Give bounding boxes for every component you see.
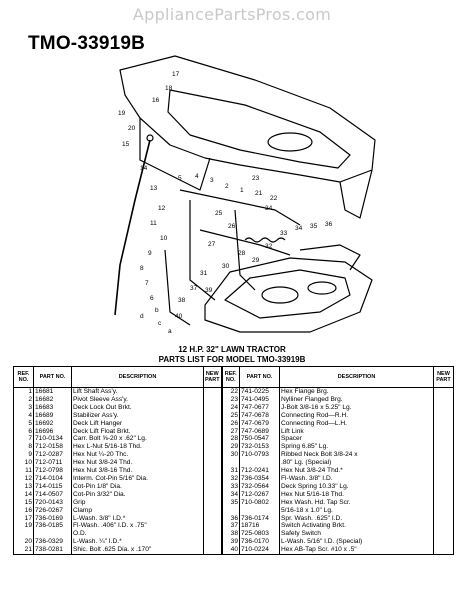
part-no-cell: 736-0174 bbox=[240, 515, 280, 523]
ref-no-cell: 32 bbox=[222, 475, 240, 483]
description-cell: Deck Lock Out Brkt. bbox=[72, 404, 204, 412]
part-no-cell: 714-0115 bbox=[34, 483, 72, 491]
new-part-cell bbox=[204, 507, 222, 515]
part-no-cell: 712-0267 bbox=[240, 491, 280, 499]
ref-no-cell: 3 bbox=[14, 404, 34, 412]
callout: 35 bbox=[310, 223, 318, 230]
description-cell: Ribbed Neck Bolt 3/8-24 x bbox=[280, 451, 434, 459]
new-part-cell bbox=[204, 443, 222, 451]
new-part-cell bbox=[434, 388, 454, 396]
ref-no-cell: 31 bbox=[222, 467, 240, 475]
description-cell: Hex L-Nut 5/16-18 Thd. bbox=[72, 443, 204, 451]
callout: 4 bbox=[195, 173, 199, 180]
description-cell: Interm. Cot-Pin 5/16" Dia. bbox=[72, 475, 204, 483]
new-part-cell bbox=[434, 538, 454, 546]
part-no-cell: 747-0678 bbox=[240, 412, 280, 420]
description-cell: Safety Switch bbox=[280, 530, 434, 538]
callout: 2 bbox=[225, 183, 229, 190]
callout: 15 bbox=[122, 141, 130, 148]
part-no-cell: 710-0224 bbox=[240, 546, 280, 554]
callout: c bbox=[158, 320, 162, 327]
description-cell: L-Wash. 5/16" I.D. (Special) bbox=[280, 538, 434, 546]
description-cell: J-Bolt 3/8-16 x 5.25" Lg. bbox=[280, 404, 434, 412]
col-ref-no: REF. NO. bbox=[14, 367, 34, 388]
ref-no-cell: 40 bbox=[222, 546, 240, 554]
part-no-cell bbox=[240, 459, 280, 467]
ref-no-cell: 2 bbox=[14, 396, 34, 404]
frame-outline bbox=[120, 56, 375, 182]
description-cell: Fl-Wash. 3/8" I.D. bbox=[280, 475, 434, 483]
part-no-cell: 16681 bbox=[34, 388, 72, 396]
ref-no-cell: 22 bbox=[222, 388, 240, 396]
frame-inner bbox=[168, 90, 350, 168]
new-part-cell bbox=[204, 451, 222, 459]
part-no-cell: 712-0241 bbox=[240, 467, 280, 475]
description-cell: L-Wash. ¼" I.D.* bbox=[72, 538, 204, 546]
part-no-cell: 750-0547 bbox=[240, 435, 280, 443]
part-no-cell: 720-0143 bbox=[34, 499, 72, 507]
callout: 29 bbox=[252, 257, 260, 264]
ref-no-cell: 38 bbox=[222, 530, 240, 538]
table-row bbox=[14, 499, 454, 507]
ref-no-cell: 8 bbox=[14, 443, 34, 451]
callout: 22 bbox=[270, 195, 278, 202]
diagram-caption: 12 H.P. 32" LAWN TRACTOR bbox=[178, 345, 286, 354]
ref-no-cell: 37 bbox=[222, 522, 240, 530]
table-row bbox=[14, 546, 454, 554]
new-part-cell bbox=[204, 428, 222, 436]
description-cell: Hex Nut ¼-20 Thc. bbox=[72, 451, 204, 459]
ref-no-cell: 24 bbox=[222, 404, 240, 412]
new-part-cell bbox=[204, 475, 222, 483]
table-row bbox=[14, 491, 454, 499]
new-part-cell bbox=[434, 420, 454, 428]
new-part-cell bbox=[204, 530, 222, 538]
part-no-cell: 736-0354 bbox=[240, 475, 280, 483]
table-row bbox=[14, 475, 454, 483]
new-part-cell bbox=[204, 467, 222, 475]
new-part-cell bbox=[434, 404, 454, 412]
new-part-cell bbox=[204, 404, 222, 412]
new-part-cell bbox=[204, 412, 222, 420]
part-no-cell: 16692 bbox=[34, 420, 72, 428]
ref-no-cell: 23 bbox=[222, 396, 240, 404]
parts-list-title: PARTS LIST FOR MODEL TMO-33919B bbox=[158, 355, 306, 364]
part-no-cell: 732-0564 bbox=[240, 483, 280, 491]
new-part-cell bbox=[434, 396, 454, 404]
description-cell: Cot-Pin 1/8" Dia. bbox=[72, 483, 204, 491]
col-part-no: PART NO. bbox=[240, 367, 280, 388]
ref-no-cell: 5 bbox=[14, 420, 34, 428]
new-part-cell bbox=[204, 420, 222, 428]
callout: 27 bbox=[208, 241, 216, 248]
ref-no-cell: 7 bbox=[14, 435, 34, 443]
part-no-cell: 712-0711 bbox=[34, 459, 72, 467]
ref-no-cell: 6 bbox=[14, 428, 34, 436]
table-header-row bbox=[14, 367, 454, 388]
deck-pulley-1 bbox=[262, 287, 298, 303]
description-cell: Hex Nut 3/8-24 Thd.* bbox=[280, 467, 434, 475]
description-cell: 5/16-18 x 1.0" Lg. bbox=[280, 507, 434, 515]
part-no-cell: 747-0679 bbox=[240, 420, 280, 428]
description-cell: Spacer bbox=[280, 435, 434, 443]
new-part-cell bbox=[204, 459, 222, 467]
part-no-cell: 736-0169 bbox=[34, 515, 72, 523]
description-cell: Hex AB-Tap Scr. #10 x .5" bbox=[280, 546, 434, 554]
ref-no-cell: 30 bbox=[222, 451, 240, 459]
description-cell: Spring 6.85" Lg. bbox=[280, 443, 434, 451]
ref-no-cell: 20 bbox=[14, 538, 34, 546]
parts-list-table bbox=[13, 366, 454, 555]
callout: 38 bbox=[178, 297, 186, 304]
col-new-part: NEW PART bbox=[204, 367, 222, 388]
description-cell: Clamp bbox=[72, 507, 204, 515]
ref-no-cell: 16 bbox=[14, 507, 34, 515]
description-cell: Deck Lift Float Brkt. bbox=[72, 428, 204, 436]
description-cell: .80" Lg. (Special) bbox=[280, 459, 434, 467]
callout: 12 bbox=[158, 205, 166, 212]
part-no-cell: 726-0267 bbox=[34, 507, 72, 515]
callout: 16 bbox=[152, 97, 160, 104]
ref-no-cell: 25 bbox=[222, 412, 240, 420]
ref-no-cell: 26 bbox=[222, 420, 240, 428]
ref-no-cell: 1 bbox=[14, 388, 34, 396]
part-no-cell: 714-0104 bbox=[34, 475, 72, 483]
callout: 9 bbox=[148, 250, 152, 257]
table-row bbox=[14, 396, 454, 404]
ref-no-cell: 10 bbox=[14, 459, 34, 467]
description-cell: Grip bbox=[72, 499, 204, 507]
col-description: DESCRIPTION bbox=[280, 367, 434, 388]
description-cell: Switch Activating Brkt. bbox=[280, 522, 434, 530]
callout: 34 bbox=[295, 225, 303, 232]
new-part-cell bbox=[434, 546, 454, 554]
table-row bbox=[14, 483, 454, 491]
ref-no-cell: 13 bbox=[14, 483, 34, 491]
part-no-cell: 736-0185 bbox=[34, 522, 72, 530]
ref-no-cell: 21 bbox=[14, 546, 34, 554]
callout: 14 bbox=[140, 165, 148, 172]
part-no-cell: 712-0158 bbox=[34, 443, 72, 451]
description-cell: Connecting Rod—L.H. bbox=[280, 420, 434, 428]
new-part-cell bbox=[434, 507, 454, 515]
part-no-cell: 712-0287 bbox=[34, 451, 72, 459]
callout: 18 bbox=[165, 85, 173, 92]
part-no-cell: 16696 bbox=[34, 428, 72, 436]
new-part-cell bbox=[434, 515, 454, 523]
ref-no-cell: 29 bbox=[222, 443, 240, 451]
description-cell: Connecting Rod—R.H. bbox=[280, 412, 434, 420]
callout: 8 bbox=[140, 265, 144, 272]
ref-no-cell: 35 bbox=[222, 499, 240, 507]
col-description: DESCRIPTION bbox=[72, 367, 204, 388]
new-part-cell bbox=[204, 499, 222, 507]
frame-rail bbox=[140, 118, 210, 190]
callout: 6 bbox=[150, 295, 154, 302]
description-cell: Hex Nut 3/8-24 Thd. bbox=[72, 459, 204, 467]
callout: 25 bbox=[215, 210, 223, 217]
col-ref-no: REF. NO. bbox=[222, 367, 240, 388]
table-row bbox=[14, 404, 454, 412]
table-row bbox=[14, 530, 454, 538]
callout: b bbox=[155, 307, 159, 314]
description-cell: Spr. Wash. .625" I.D. bbox=[280, 515, 434, 523]
description-cell: Fl-Wash. .406" I.D. x .75" bbox=[72, 522, 204, 530]
ref-no-cell: 4 bbox=[14, 412, 34, 420]
ref-no-cell: 14 bbox=[14, 491, 34, 499]
description-cell: Lift Link bbox=[280, 428, 434, 436]
ref-no-cell: 39 bbox=[222, 538, 240, 546]
part-no-cell bbox=[240, 507, 280, 515]
new-part-cell bbox=[434, 475, 454, 483]
callout: 28 bbox=[238, 250, 246, 257]
part-no-cell: 714-0507 bbox=[34, 491, 72, 499]
table-row bbox=[14, 538, 454, 546]
part-no-cell: 732-0153 bbox=[240, 443, 280, 451]
table-row bbox=[14, 435, 454, 443]
callout: 21 bbox=[255, 190, 263, 197]
new-part-cell bbox=[434, 428, 454, 436]
part-no-cell: 710-0793 bbox=[240, 451, 280, 459]
description-cell: Cot-Pin 3/32" Dia. bbox=[72, 491, 204, 499]
description-cell: Deck Spring 10.33" Lg. bbox=[280, 483, 434, 491]
new-part-cell bbox=[434, 459, 454, 467]
new-part-cell bbox=[434, 522, 454, 530]
description-cell: Nylliner Flanged Brg. bbox=[280, 396, 434, 404]
new-part-cell bbox=[434, 443, 454, 451]
table-row bbox=[14, 428, 454, 436]
part-no-cell: 16682 bbox=[34, 396, 72, 404]
new-part-cell bbox=[434, 483, 454, 491]
callout: 36 bbox=[325, 221, 333, 228]
part-no-cell: 736-0329 bbox=[34, 538, 72, 546]
description-cell: Hex Nut 5/16-18 Thd. bbox=[280, 491, 434, 499]
table-row bbox=[14, 420, 454, 428]
callout: 20 bbox=[128, 125, 136, 132]
deck-top bbox=[225, 270, 350, 318]
model-title: TMO-33919B bbox=[28, 33, 146, 54]
table-row bbox=[14, 507, 454, 515]
table-row bbox=[14, 522, 454, 530]
part-no-cell: 736-0170 bbox=[240, 538, 280, 546]
ref-no-cell: 12 bbox=[14, 475, 34, 483]
callout: 7 bbox=[145, 280, 149, 287]
lift-shaft bbox=[180, 190, 300, 225]
new-part-cell bbox=[434, 467, 454, 475]
description-cell: Hex Wash. Hd. Tap Scr. bbox=[280, 499, 434, 507]
parts-table-body bbox=[14, 388, 454, 555]
table-row bbox=[14, 515, 454, 523]
new-part-cell bbox=[204, 435, 222, 443]
callout: 23 bbox=[252, 175, 260, 182]
callout: 37 bbox=[190, 285, 198, 292]
callout: 10 bbox=[160, 235, 168, 242]
part-no-cell: 710-0134 bbox=[34, 435, 72, 443]
part-no-cell: 710-0802 bbox=[240, 499, 280, 507]
callout: 5 bbox=[178, 175, 182, 182]
callout: 11 bbox=[150, 220, 157, 227]
description-cell: O.D. bbox=[72, 530, 204, 538]
part-no-cell: 747-0689 bbox=[240, 428, 280, 436]
description-cell: Shic. Bolt .625 Dia. x .170" bbox=[72, 546, 204, 554]
callout: a bbox=[168, 328, 172, 335]
description-cell: Deck Lift Hanger bbox=[72, 420, 204, 428]
exploded-parts-diagram bbox=[0, 50, 464, 340]
description-cell: Lift Shaft Ass'y. bbox=[72, 388, 204, 396]
description-cell: Hex Flange Brg. bbox=[280, 388, 434, 396]
part-no-cell: 712-0798 bbox=[34, 467, 72, 475]
part-no-cell: 16683 bbox=[34, 404, 72, 412]
site-watermark: AppliancePartsPros.com bbox=[132, 5, 332, 24]
callout: 33 bbox=[280, 230, 288, 237]
ref-no-cell: 15 bbox=[14, 499, 34, 507]
callout: 1 bbox=[240, 187, 244, 194]
callout: 31 bbox=[200, 270, 208, 277]
new-part-cell bbox=[204, 538, 222, 546]
frame-side bbox=[340, 170, 372, 218]
ref-no-cell: 17 bbox=[14, 515, 34, 523]
callout: 32 bbox=[265, 243, 273, 250]
callout: 3 bbox=[210, 177, 214, 184]
description-cell: Hex Nut 3/8-16 Thd. bbox=[72, 467, 204, 475]
new-part-cell bbox=[204, 388, 222, 396]
callout: 24 bbox=[265, 205, 273, 212]
table-row bbox=[14, 459, 454, 467]
ref-no-cell: 33 bbox=[222, 483, 240, 491]
callout: 39 bbox=[205, 287, 213, 294]
callout: 40 bbox=[175, 313, 183, 320]
part-no-cell bbox=[34, 530, 72, 538]
callout: d bbox=[140, 313, 144, 320]
table-row bbox=[14, 412, 454, 420]
new-part-cell bbox=[434, 499, 454, 507]
ref-no-cell bbox=[14, 530, 34, 538]
deck-pulley-2 bbox=[308, 282, 336, 294]
new-part-cell bbox=[434, 451, 454, 459]
callout: 30 bbox=[222, 263, 230, 270]
part-no-cell: 18716 bbox=[240, 522, 280, 530]
part-no-cell: 741-0495 bbox=[240, 396, 280, 404]
new-part-cell bbox=[434, 435, 454, 443]
description-cell: Stabilizer Ass'y. bbox=[72, 412, 204, 420]
new-part-cell bbox=[434, 491, 454, 499]
ref-no-cell: 9 bbox=[14, 451, 34, 459]
new-part-cell bbox=[204, 515, 222, 523]
callout: 13 bbox=[150, 185, 158, 192]
spring bbox=[245, 238, 285, 242]
part-no-cell: 725-0803 bbox=[240, 530, 280, 538]
part-no-cell: 747-0677 bbox=[240, 404, 280, 412]
new-part-cell bbox=[204, 483, 222, 491]
col-part-no: PART NO. bbox=[34, 367, 72, 388]
new-part-cell bbox=[434, 530, 454, 538]
new-part-cell bbox=[204, 491, 222, 499]
description-cell: L-Wash. 3/8" I.D.* bbox=[72, 515, 204, 523]
col-new-part: NEW PART bbox=[434, 367, 454, 388]
ref-no-cell: 11 bbox=[14, 467, 34, 475]
table-row bbox=[14, 443, 454, 451]
callout: 19 bbox=[118, 110, 126, 117]
new-part-cell bbox=[204, 522, 222, 530]
description-cell: Pivot Sleeve Ass'y. bbox=[72, 396, 204, 404]
ref-no-cell bbox=[222, 459, 240, 467]
frame-hole bbox=[268, 133, 312, 151]
callout: 17 bbox=[172, 71, 180, 78]
ref-no-cell: 19 bbox=[14, 522, 34, 530]
part-no-cell: 16689 bbox=[34, 412, 72, 420]
part-no-cell: 738-0281 bbox=[34, 546, 72, 554]
ref-no-cell bbox=[222, 507, 240, 515]
table-row bbox=[14, 388, 454, 396]
new-part-cell bbox=[204, 396, 222, 404]
part-no-cell: 741-0225 bbox=[240, 388, 280, 396]
ref-no-cell: 27 bbox=[222, 428, 240, 436]
description-cell: Carr. Bolt ⅝-20 x .62" Lg. bbox=[72, 435, 204, 443]
new-part-cell bbox=[434, 412, 454, 420]
new-part-cell bbox=[204, 546, 222, 554]
ref-no-cell: 34 bbox=[222, 491, 240, 499]
ref-no-cell: 28 bbox=[222, 435, 240, 443]
diagram-svg bbox=[0, 50, 464, 340]
ref-no-cell: 36 bbox=[222, 515, 240, 523]
callout: 26 bbox=[228, 223, 236, 230]
table-row bbox=[14, 467, 454, 475]
table-row bbox=[14, 451, 454, 459]
